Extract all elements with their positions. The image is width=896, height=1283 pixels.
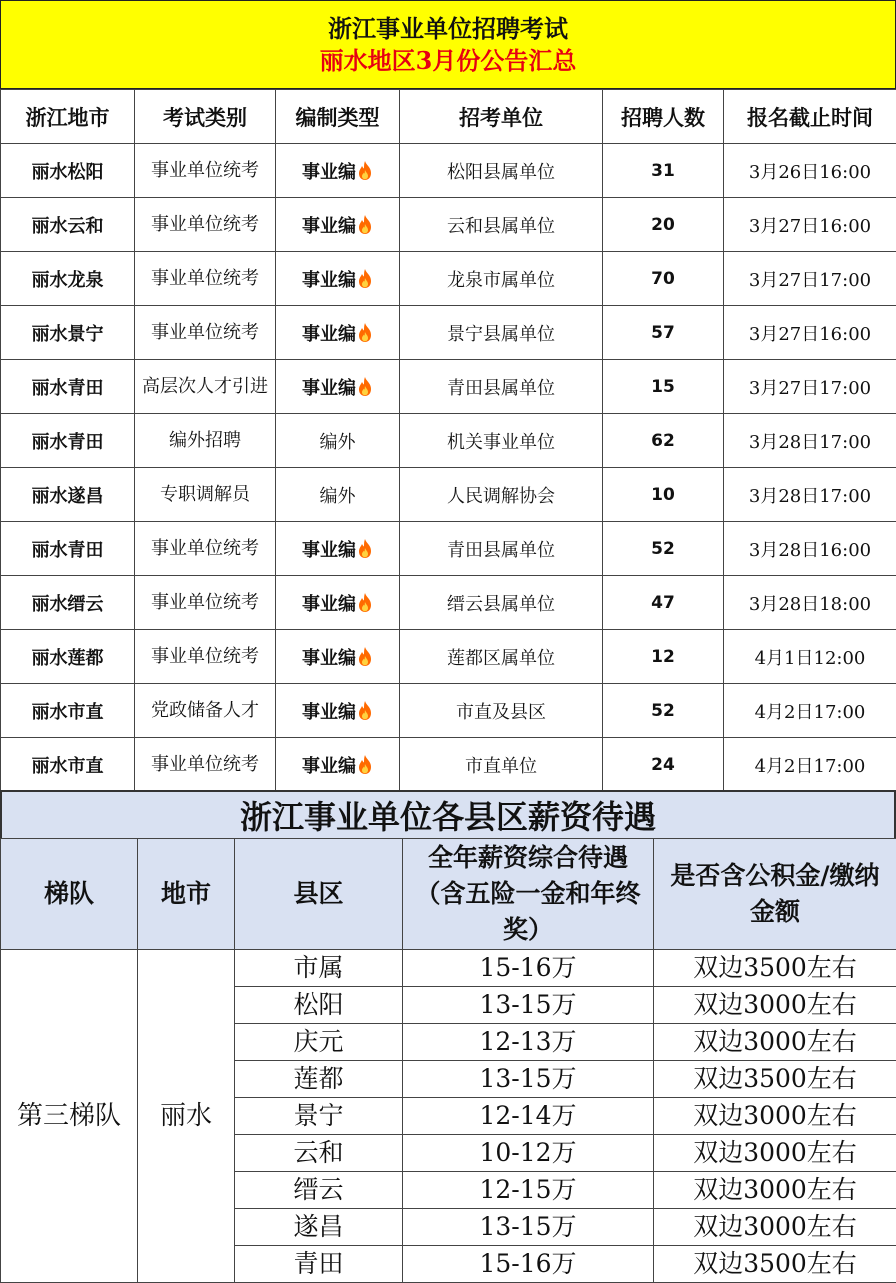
staffing-type-label: 事业编 xyxy=(302,215,356,237)
header-district: 县区 xyxy=(235,839,403,950)
district-cell: 庆元 xyxy=(235,1024,403,1061)
exam-type-cell: 事业单位统考 xyxy=(135,522,276,576)
deadline-cell: 4月2日17:00 xyxy=(724,738,896,792)
count-cell: 47 xyxy=(603,576,724,630)
deadline-cell: 3月27日17:00 xyxy=(724,360,896,414)
deadline-cell: 3月27日17:00 xyxy=(724,252,896,306)
staffing-type-label: 事业编 xyxy=(302,593,356,615)
exam-type-cell: 事业单位统考 xyxy=(135,306,276,360)
page-title: 浙江事业单位招聘考试 xyxy=(328,13,568,43)
table-row xyxy=(1,522,896,576)
city-cell: 丽水青田 xyxy=(1,414,135,468)
staffing-type-label: 事业编 xyxy=(302,377,356,399)
housing-fund-cell: 双边3000左右 xyxy=(654,1209,896,1246)
housing-fund-cell: 双边3500左右 xyxy=(654,1061,896,1098)
table-row xyxy=(1,630,896,684)
city-cell: 丽水市直 xyxy=(1,738,135,792)
header-banner xyxy=(0,0,896,89)
unit-cell: 市直单位 xyxy=(400,738,603,792)
district-cell: 莲都 xyxy=(235,1061,403,1098)
exam-type-cell: 事业单位统考 xyxy=(135,630,276,684)
staffing-type-cell xyxy=(276,414,400,468)
header-city: 地市 xyxy=(138,839,235,950)
count-cell: 31 xyxy=(603,144,724,198)
district-cell: 景宁 xyxy=(235,1098,403,1135)
table-row xyxy=(1,252,896,306)
table-row xyxy=(1,144,896,198)
deadline-cell: 3月28日17:00 xyxy=(724,414,896,468)
annual-pay-cell: 10-12万 xyxy=(403,1135,654,1172)
table-row xyxy=(1,468,896,522)
count-cell: 20 xyxy=(603,198,724,252)
exam-type-cell: 事业单位统考 xyxy=(135,576,276,630)
deadline-cell: 4月1日12:00 xyxy=(724,630,896,684)
deadline-cell: 3月28日16:00 xyxy=(724,522,896,576)
housing-fund-cell: 双边3000左右 xyxy=(654,1172,896,1209)
exam-type-cell: 编外招聘 xyxy=(135,414,276,468)
header-unit: 招考单位 xyxy=(400,90,603,144)
exam-type-cell: 事业单位统考 xyxy=(135,738,276,792)
count-cell: 10 xyxy=(603,468,724,522)
deadline-cell: 3月28日18:00 xyxy=(724,576,896,630)
staffing-type-cell xyxy=(276,630,400,684)
city-cell: 丽水云和 xyxy=(1,198,135,252)
fire-icon xyxy=(357,592,373,613)
page-subtitle: 丽水地区3月份公告汇总 xyxy=(319,45,577,75)
staffing-type-label: 事业编 xyxy=(302,323,356,345)
recruitment-header-row xyxy=(1,90,896,144)
staffing-type-cell xyxy=(276,738,400,792)
unit-cell: 市直及县区 xyxy=(400,684,603,738)
count-cell: 52 xyxy=(603,684,724,738)
fire-icon xyxy=(357,376,373,397)
staffing-type-cell xyxy=(276,576,400,630)
deadline-cell: 3月28日17:00 xyxy=(724,468,896,522)
city-cell: 丽水青田 xyxy=(1,360,135,414)
staffing-type-label: 事业编 xyxy=(302,539,356,561)
table-row xyxy=(1,576,896,630)
count-cell: 12 xyxy=(603,630,724,684)
city-cell: 丽水缙云 xyxy=(1,576,135,630)
district-cell: 缙云 xyxy=(235,1172,403,1209)
table-row xyxy=(1,360,896,414)
district-cell: 遂昌 xyxy=(235,1209,403,1246)
annual-pay-cell: 12-14万 xyxy=(403,1098,654,1135)
table-row xyxy=(1,950,896,987)
staffing-type-label: 事业编 xyxy=(302,755,356,777)
salary-title: 浙江事业单位各县区薪资待遇 xyxy=(0,790,896,840)
header-staffing-type: 编制类型 xyxy=(276,90,400,144)
city-cell: 丽水遂昌 xyxy=(1,468,135,522)
city-cell: 丽水龙泉 xyxy=(1,252,135,306)
count-cell: 15 xyxy=(603,360,724,414)
header-count: 招聘人数 xyxy=(603,90,724,144)
annual-pay-cell: 13-15万 xyxy=(403,1061,654,1098)
unit-cell: 松阳县属单位 xyxy=(400,144,603,198)
header-annual-pay: 全年薪资综合待遇（含五险一金和年终奖） xyxy=(403,839,654,950)
count-cell: 70 xyxy=(603,252,724,306)
housing-fund-cell: 双边3500左右 xyxy=(654,950,896,987)
table-row xyxy=(1,198,896,252)
staffing-type-cell xyxy=(276,360,400,414)
fire-icon xyxy=(357,754,373,775)
staffing-type-label: 事业编 xyxy=(302,161,356,183)
city-cell: 丽水莲都 xyxy=(1,630,135,684)
salary-table xyxy=(0,838,896,1283)
staffing-type-cell xyxy=(276,144,400,198)
fire-icon xyxy=(357,160,373,181)
deadline-cell: 4月2日17:00 xyxy=(724,684,896,738)
exam-type-cell: 高层次人才引进 xyxy=(135,360,276,414)
exam-type-cell: 事业单位统考 xyxy=(135,252,276,306)
header-deadline: 报名截止时间 xyxy=(724,90,896,144)
header-tier: 梯队 xyxy=(1,839,138,950)
unit-cell: 莲都区属单位 xyxy=(400,630,603,684)
staffing-type-cell xyxy=(276,306,400,360)
housing-fund-cell: 双边3000左右 xyxy=(654,1135,896,1172)
staffing-type-cell xyxy=(276,684,400,738)
annual-pay-cell: 15-16万 xyxy=(403,950,654,987)
district-cell: 青田 xyxy=(235,1246,403,1283)
deadline-cell: 3月27日16:00 xyxy=(724,198,896,252)
exam-type-cell: 专职调解员 xyxy=(135,468,276,522)
unit-cell: 龙泉市属单位 xyxy=(400,252,603,306)
staffing-type-cell xyxy=(276,468,400,522)
count-cell: 57 xyxy=(603,306,724,360)
housing-fund-cell: 双边3000左右 xyxy=(654,987,896,1024)
staffing-type-cell xyxy=(276,198,400,252)
annual-pay-cell: 13-15万 xyxy=(403,1209,654,1246)
city-cell: 丽水 xyxy=(138,950,235,1283)
staffing-type-cell xyxy=(276,522,400,576)
exam-type-cell: 事业单位统考 xyxy=(135,198,276,252)
unit-cell: 人民调解协会 xyxy=(400,468,603,522)
unit-cell: 青田县属单位 xyxy=(400,360,603,414)
unit-cell: 机关事业单位 xyxy=(400,414,603,468)
exam-type-cell: 党政储备人才 xyxy=(135,684,276,738)
exam-type-cell: 事业单位统考 xyxy=(135,144,276,198)
district-cell: 云和 xyxy=(235,1135,403,1172)
recruitment-table xyxy=(0,89,896,792)
housing-fund-cell: 双边3000左右 xyxy=(654,1098,896,1135)
housing-fund-cell: 双边3000左右 xyxy=(654,1024,896,1061)
count-cell: 24 xyxy=(603,738,724,792)
count-cell: 52 xyxy=(603,522,724,576)
unit-cell: 景宁县属单位 xyxy=(400,306,603,360)
fire-icon xyxy=(357,646,373,667)
table-row xyxy=(1,306,896,360)
annual-pay-cell: 15-16万 xyxy=(403,1246,654,1283)
header-exam-type: 考试类别 xyxy=(135,90,276,144)
header-housing-fund: 是否含公积金/缴纳金额 xyxy=(654,839,896,950)
city-cell: 丽水松阳 xyxy=(1,144,135,198)
fire-icon xyxy=(357,322,373,343)
city-cell: 丽水青田 xyxy=(1,522,135,576)
count-cell: 62 xyxy=(603,414,724,468)
fire-icon xyxy=(357,214,373,235)
annual-pay-cell: 12-15万 xyxy=(403,1172,654,1209)
table-row xyxy=(1,738,896,792)
header-city: 浙江地市 xyxy=(1,90,135,144)
deadline-cell: 3月26日16:00 xyxy=(724,144,896,198)
table-row xyxy=(1,684,896,738)
fire-icon xyxy=(357,268,373,289)
staffing-type-label: 编外 xyxy=(319,485,356,507)
district-cell: 市属 xyxy=(235,950,403,987)
tier-cell: 第三梯队 xyxy=(1,950,138,1283)
staffing-type-cell xyxy=(276,252,400,306)
unit-cell: 青田县属单位 xyxy=(400,522,603,576)
unit-cell: 云和县属单位 xyxy=(400,198,603,252)
table-row xyxy=(1,414,896,468)
deadline-cell: 3月27日16:00 xyxy=(724,306,896,360)
fire-icon xyxy=(357,538,373,559)
staffing-type-label: 编外 xyxy=(319,431,356,453)
city-cell: 丽水景宁 xyxy=(1,306,135,360)
salary-header-row xyxy=(1,839,896,950)
annual-pay-cell: 12-13万 xyxy=(403,1024,654,1061)
housing-fund-cell: 双边3500左右 xyxy=(654,1246,896,1283)
staffing-type-label: 事业编 xyxy=(302,701,356,723)
district-cell: 松阳 xyxy=(235,987,403,1024)
annual-pay-cell: 13-15万 xyxy=(403,987,654,1024)
staffing-type-label: 事业编 xyxy=(302,647,356,669)
fire-icon xyxy=(357,700,373,721)
city-cell: 丽水市直 xyxy=(1,684,135,738)
unit-cell: 缙云县属单位 xyxy=(400,576,603,630)
staffing-type-label: 事业编 xyxy=(302,269,356,291)
